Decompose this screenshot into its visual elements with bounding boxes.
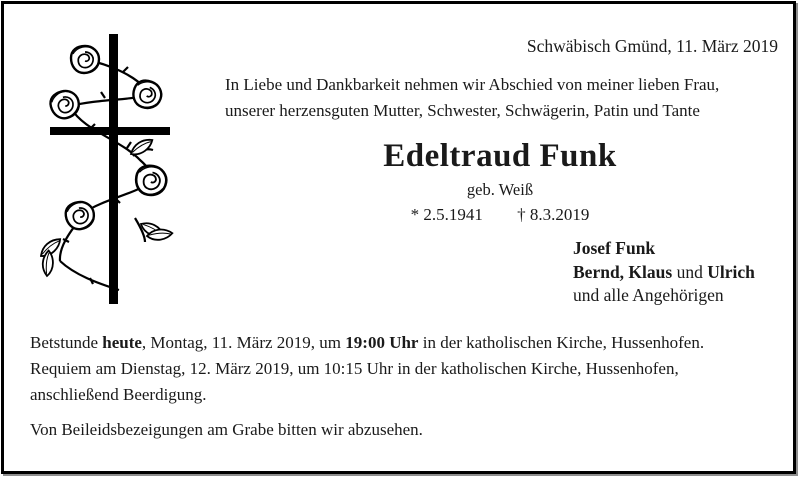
service-info [30, 330, 704, 408]
mourner-line-3: und alle Angehörigen [573, 285, 724, 305]
mourner-line-2 [573, 261, 755, 285]
service-line-3: anschließend Beerdigung. [30, 385, 207, 404]
death-date: † 8.3.2019 [517, 205, 590, 224]
mourner-und: und [672, 261, 708, 282]
life-dates [215, 205, 785, 225]
maiden-name: geb. Weiß [466, 180, 534, 199]
deceased-name: Edeltraud Funk [383, 138, 617, 174]
mourner-names-1: Bernd, Klaus [573, 261, 673, 282]
mourner-line-1: Josef Funk [573, 238, 656, 258]
mourners-block [573, 237, 755, 308]
service-line-2: Requiem am Dienstag, 12. März 2019, um 10:15 Uhr in der katholischen Kirche, Hussenhofen, [30, 359, 679, 378]
intro-line-2: unserer herzensguten Mutter, Schwester, Schwägerin, Patin und Tante [225, 101, 700, 120]
intro-paragraph [225, 72, 719, 124]
condolence-note: Von Beileidsbezeigungen am Grabe bitten wir abzusehen. [30, 420, 423, 439]
cross-with-roses-icon [35, 28, 210, 320]
mourner-names-2: Ulrich [707, 261, 755, 282]
deceased-block [215, 138, 785, 225]
intro-line-1: In Liebe und Dankbarkeit nehmen wir Abschied von meiner lieben Frau, [225, 75, 720, 94]
dateline: Schwäbisch Gmünd, 11. März 2019 [526, 36, 778, 56]
birth-date: * 2.5.1941 [410, 205, 483, 224]
service-line-1: Betstunde heute, Montag, 11. März 2019, um 19:00 Uhr in der katholischen Kirche, Hussenhofen. [30, 333, 705, 352]
